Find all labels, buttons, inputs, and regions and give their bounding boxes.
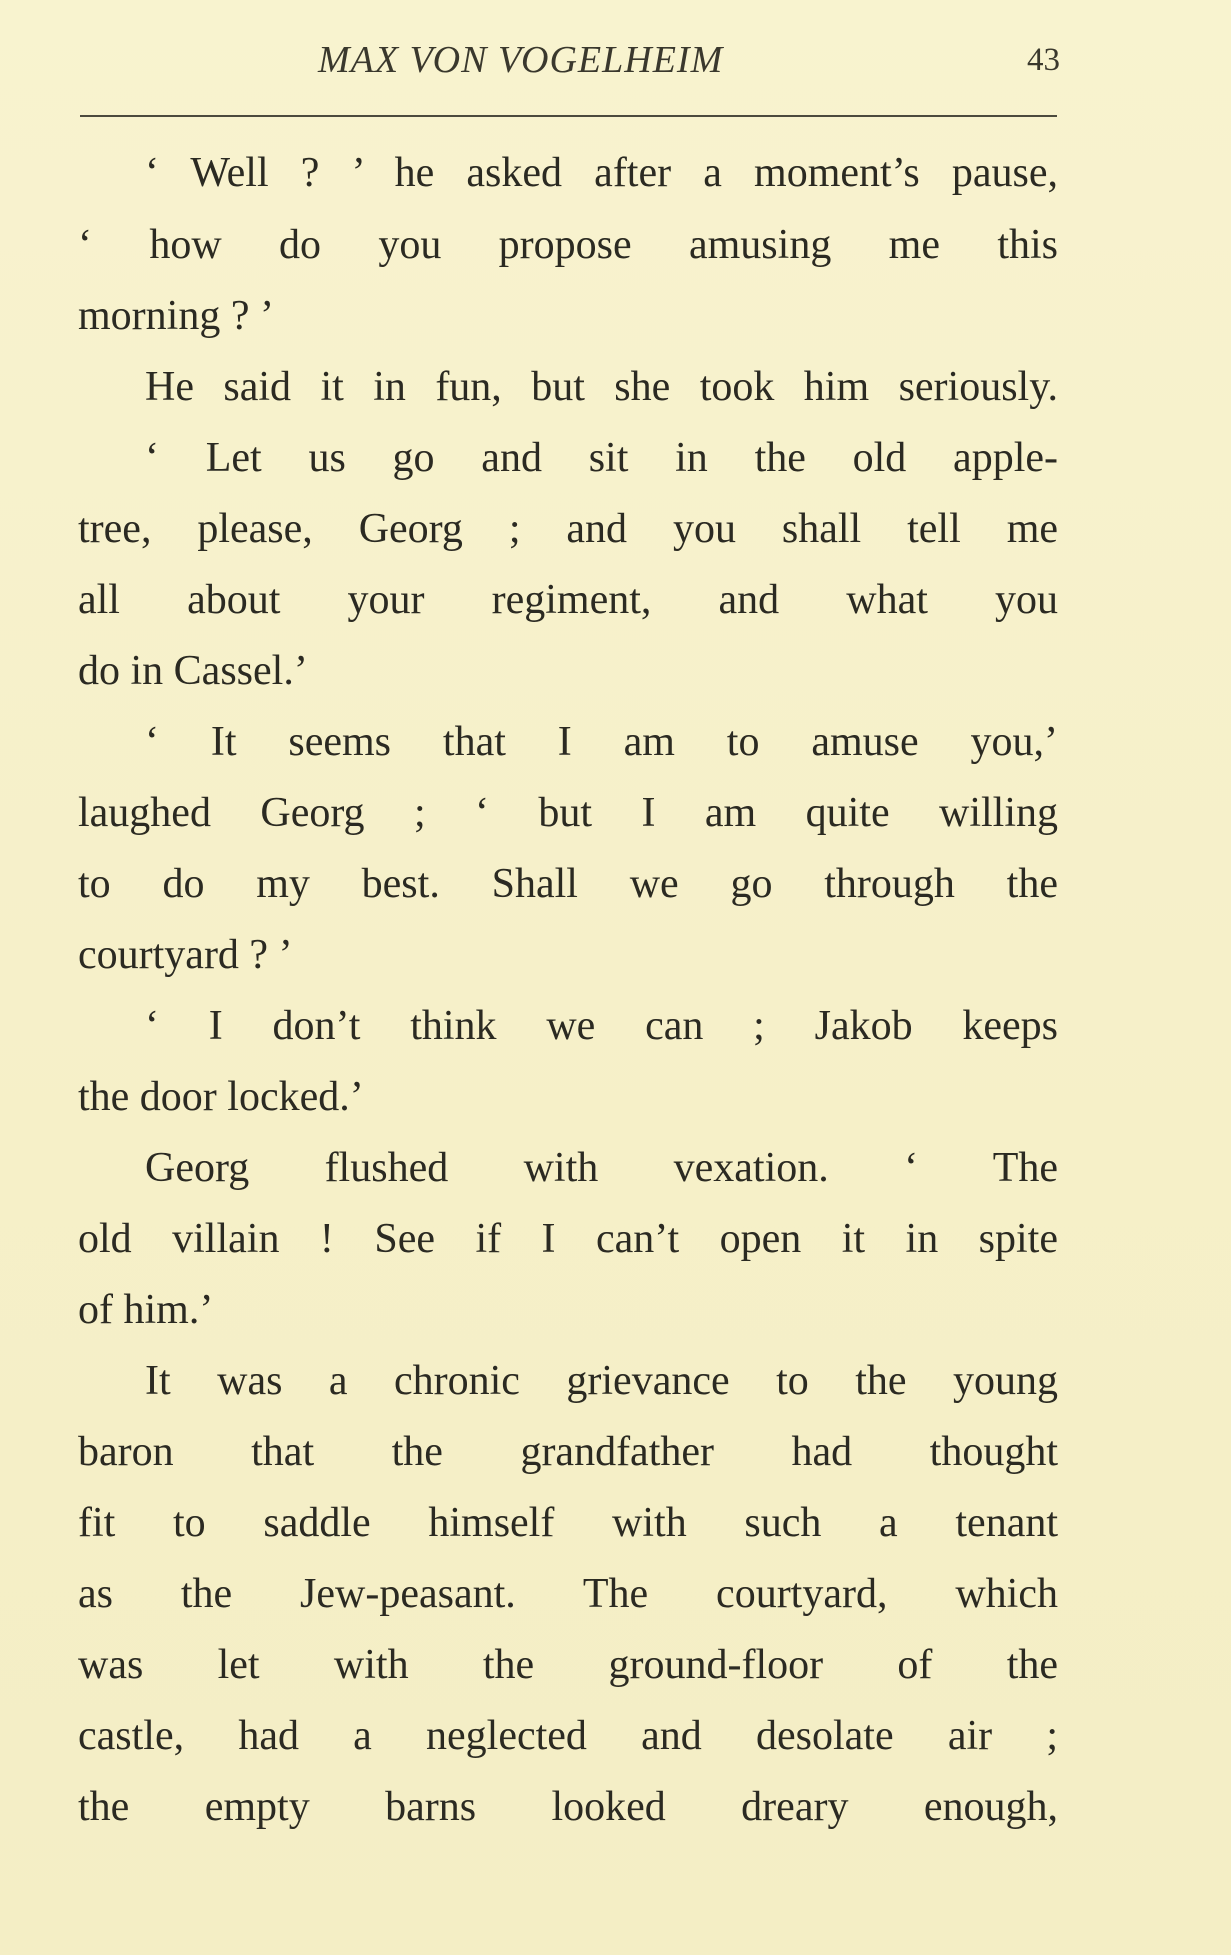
- text-line: fit to saddle himself with such a tenant: [78, 1500, 1058, 1546]
- text-line: baron that the grandfather had thought: [78, 1429, 1058, 1475]
- text-line: laughed Georg ; ‘ but I am quite willing: [78, 790, 1058, 836]
- text-line: ‘ I don’t think we can ; Jakob keeps: [145, 1003, 1058, 1049]
- page-number: 43: [1027, 42, 1060, 78]
- text-line: ‘ It seems that I am to amuse you,’: [145, 719, 1058, 765]
- text-line: morning ? ’: [78, 293, 274, 339]
- text-line: old villain ! See if I can’t open it in spite: [78, 1216, 1058, 1262]
- text-line: Georg flushed with vexation. ‘ The: [145, 1145, 1058, 1191]
- text-line: the door locked.’: [78, 1074, 364, 1120]
- text-line: all about your regiment, and what you: [78, 577, 1058, 623]
- text-line: to do my best. Shall we go through the: [78, 861, 1058, 907]
- text-line: It was a chronic grievance to the young: [145, 1358, 1058, 1404]
- text-line: ‘ how do you propose amusing me this: [78, 222, 1058, 268]
- text-line: castle, had a neglected and desolate air ;: [78, 1713, 1058, 1759]
- text-line: do in Cassel.’: [78, 648, 308, 694]
- text-line: of him.’: [78, 1287, 214, 1333]
- text-line: ‘ Well ? ’ he asked after a moment’s pause,: [145, 150, 1058, 196]
- text-line: tree, please, Georg ; and you shall tell me: [78, 506, 1058, 552]
- text-line: the empty barns looked dreary enough,: [78, 1784, 1058, 1830]
- text-line: He said it in fun, but she took him seriously.: [145, 364, 1058, 410]
- text-line: as the Jew-peasant. The courtyard, which: [78, 1571, 1058, 1617]
- text-line: ‘ Let us go and sit in the old apple-: [145, 435, 1058, 481]
- text-line: was let with the ground-floor of the: [78, 1642, 1058, 1688]
- running-head: MAX VON VOGELHEIM: [318, 39, 724, 81]
- text-line: courtyard ? ’: [78, 932, 293, 978]
